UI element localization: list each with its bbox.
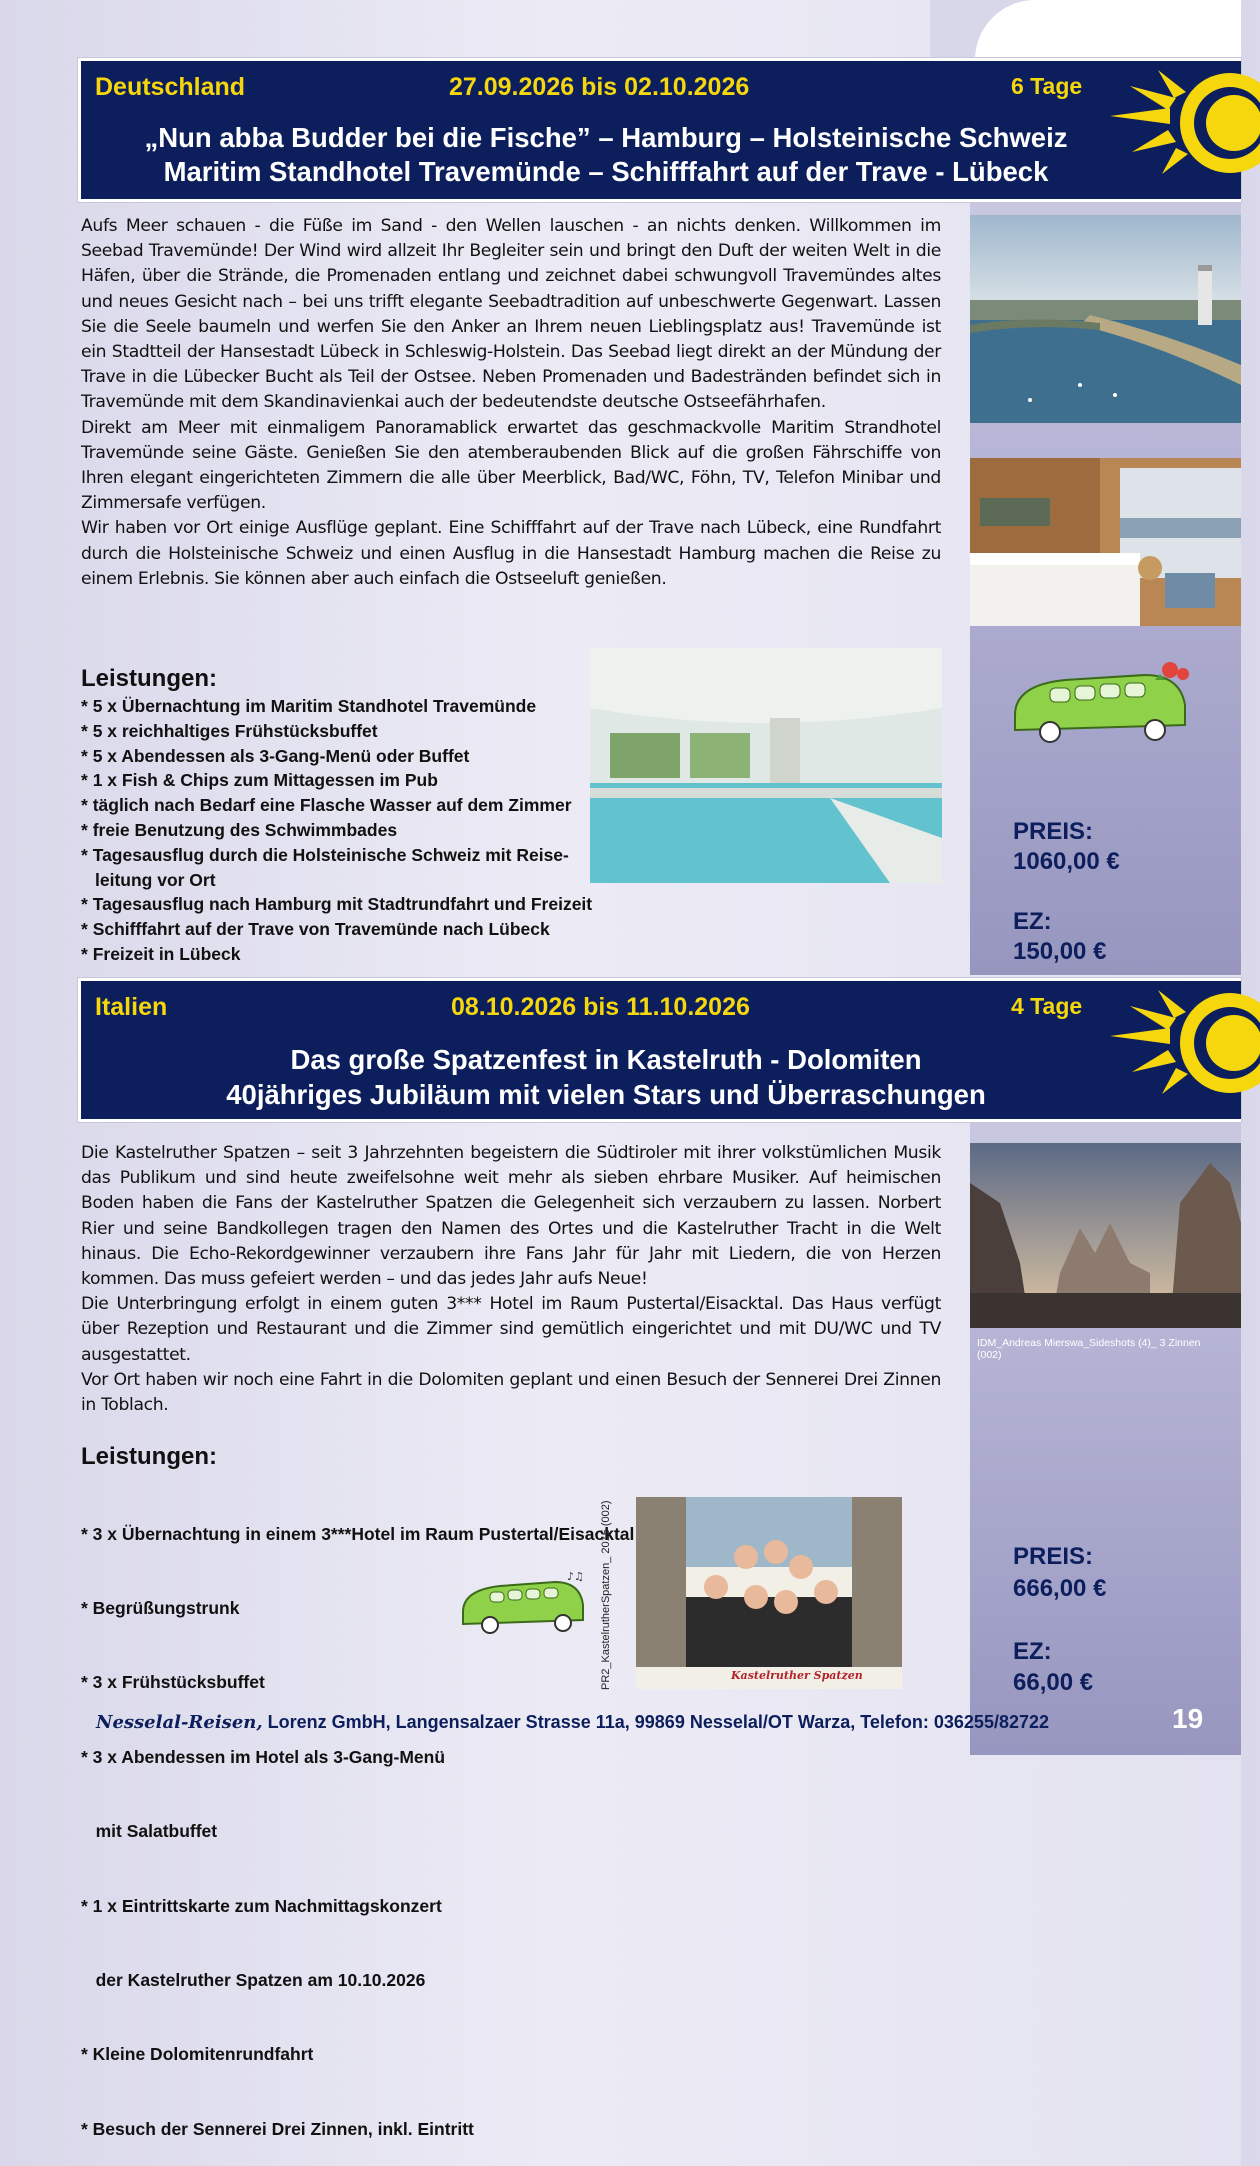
list-item [81, 843, 621, 893]
trip-2-price: 666,00 € [1013, 1575, 1107, 1602]
trip-2-description [81, 1141, 941, 1418]
list-item: * 3 x Abendessen im Hotel als 3-Gang-Menü [81, 1746, 446, 1767]
trip-1-dates: 27.09.2026 bis 02.10.2026 [449, 73, 750, 101]
trip-2-ez-label: EZ: [1013, 1638, 1052, 1665]
list-item: * 5 x Abendessen als 3-Gang-Menü oder Buffet [81, 744, 621, 769]
kastelruther-spatzen-photo [636, 1497, 902, 1689]
travemuende-harbor-photo [970, 215, 1241, 423]
list-item: * 3 x Frühstücksbuffet [81, 1672, 265, 1693]
list-item: * Begrüßungstrunk [81, 1597, 240, 1618]
list-item-text: Tagesausflug durch die Holsteinische Schweiz mit Reise- [92, 844, 569, 865]
trip-2-ez-price: 66,00 € [1013, 1669, 1094, 1696]
trip-2-leistungen-heading: Leistungen: [81, 1443, 217, 1470]
band-photo-caption: PR2_KastelrutherSpatzen_ 2015 (002) [600, 1500, 612, 1690]
trip-1-price-label: PREIS: [1013, 818, 1094, 845]
sun-icon [1110, 68, 1260, 178]
sun-icon [1110, 988, 1260, 1098]
trip-1-price: 1060,00 € [1013, 848, 1120, 875]
footer-brand: Nesselal-Reisen, [96, 1712, 263, 1733]
trip-2-description-paragraph: Vor Ort haben wir noch eine Fahrt in die Dolomiten geplant und einen Besuch der Sennerei Drei Zinnen in Toblach. [81, 1369, 941, 1416]
list-item: * Besuch der Sennerei Drei Zinnen, inkl. Eintritt [81, 2118, 474, 2139]
footer [96, 1712, 1049, 1733]
trip-2-banner [78, 978, 1241, 1122]
svg-text:♪♫: ♪♫ [567, 1570, 584, 1583]
list-item: * 1 x Eintrittskarte zum Nachmittagskonzert [81, 1895, 442, 1916]
list-item: * Kleine Dolomitenrundfahrt [81, 2044, 314, 2065]
trip-2-price-label: PREIS: [1013, 1543, 1094, 1570]
list-item: * 5 x reichhaltiges Frühstücksbuffet [81, 719, 621, 744]
list-item: * freie Benutzung des Schwimmbades [81, 818, 621, 843]
trip-2-description-paragraph: Die Unterbringung erfolgt in einem guten 3*** Hotel im Raum Pustertal/Eisacktal. Das Haus verfügt über Rezeption und Restaurant und die Zimmer sind gemütlich eingerichtet und mit DU/WC und TV ausgestattet. [81, 1294, 941, 1365]
list-item: * Freizeit in Lübeck [81, 942, 621, 967]
trip-1-days: 6 Tage [1011, 73, 1083, 99]
top-tab [975, 0, 1241, 60]
trip-1-description-paragraph: Direkt am Meer mit einmaligem Panoramablick erwartet das geschmackvolle Maritim Strandhotel Travemünde seine Gäste. Genießen Sie den atemberaubenden Blick auf die großen Fährschiffe von Ihren elegant eingerichteten Zimmern die alle über Meerblick, Bad/WC, Föhn, TV, Telefon Minibar und Zimmersafe verfügen. [81, 417, 941, 514]
list-item: mit Salatbuffet [81, 1821, 218, 1842]
page-number: 19 [1172, 1703, 1204, 1734]
trip-1-leistungen-list [81, 694, 621, 967]
trip-1-ez-price: 150,00 € [1013, 938, 1107, 965]
list-item-text: leitung vor Ort [95, 869, 216, 890]
band-logo: Kastelruther Spatzen [731, 1669, 863, 1682]
list-item: * Schifffahrt auf der Trave von Travemünde nach Lübeck [81, 917, 621, 942]
list-item: * 3 x Übernachtung in einem 3***Hotel im Raum Pustertal/Eisacktal [81, 1523, 635, 1544]
trip-2-description-paragraph: Die Kastelruther Spatzen – seit 3 Jahrzehnten begeistern die Südtiroler mit ihrer volkstümlichen Musik das Publikum und sind heute zweifelsohne weit mehr als sieben ehrbare Musiker. Auf heimischen Boden haben die Fans der Kastelruther Spatzen die Gelegenheit sich verzaubern zu lassen. Norbert Rier und seine Bandkollegen tragen den Namen des Ortes und die Kastelruther Tracht in die Welt hinaus. Die Echo-Rekordgewinner verzaubern ihre Fans Jahr für Jahr mit Liedern, die von Herzen kommen. Das muss gefeiert werden – und das jedes Jahr aufs Neue! [81, 1143, 941, 1290]
footer-address: Lorenz GmbH, Langensalzaer Strasse 11a, 99869 Nesselal/OT Warza, Telefon: 036255/82722 [262, 1712, 1050, 1732]
list-item: * 1 x Fish & Chips zum Mittagessen im Pub [81, 768, 621, 793]
indoor-pool-photo [590, 648, 942, 883]
trip-2-title-line-1: Das große Spatzenfest in Kastelruth - Dolomiten [290, 1044, 922, 1075]
bus-icon [1005, 660, 1195, 755]
list-item: * täglich nach Bedarf eine Flasche Wasser auf dem Zimmer [81, 793, 621, 818]
trip-2-days: 4 Tage [1011, 993, 1083, 1019]
bus-icon [455, 1570, 590, 1640]
trip-1-title-line-2: Maritim Standhotel Travemünde – Schifffahrt auf der Trave - Lübeck [163, 156, 1049, 187]
trip-2-title-line-2: 40jähriges Jubiläum mit vielen Stars und Überraschungen [226, 1079, 986, 1110]
trip-2-country: Italien [95, 993, 168, 1021]
hotel-room-photo [970, 458, 1241, 626]
dolomites-photo-caption: IDM_Andreas Mierswa_Sideshots (4)_ 3 Zinnen (002) [977, 1337, 1201, 1361]
dolomites-photo [970, 1143, 1241, 1328]
list-item: * Tagesausflug nach Hamburg mit Stadtrundfahrt und Freizeit [81, 892, 621, 917]
trip-1-leistungen-heading: Leistungen: [81, 665, 217, 692]
trip-1-title-line-1: „Nun abba Budder bei die Fische” – Hamburg – Holsteinische Schweiz [144, 122, 1068, 153]
trip-1-country: Deutschland [95, 73, 246, 101]
trip-2-dates: 08.10.2026 bis 11.10.2026 [451, 993, 750, 1021]
trip-1-ez-label: EZ: [1013, 908, 1052, 935]
trip-1-description [81, 214, 941, 592]
trip-1-description-paragraph: Aufs Meer schauen - die Füße im Sand - den Wellen lauschen - an nichts denken. Willkommen im Seebad Travemünde! Der Wind wird allzeit Ihr Begleiter sein und bringt den Duft der weiten Welt in die Häfen, über die Strände, die Promenaden entlang und zeichnet dabei schwungvoll Travemündes altes und neues Gesicht nach – bei uns trifft elegante Seebadtradition auf unbeschwerte Gegenwart. Lassen Sie die Seele baumeln und werfen Sie den Anker an Ihrem neuen Lieblingsplatz aus! Travemünde ist ein Stadtteil der Hansestadt Lübeck in Schleswig-Holstein. Das Seebad liegt direkt an der Mündung der Trave in die Lübecker Bucht als Teil der Ostsee. Neben Promenaden und Badestränden befindet sich in Travemünde mit dem Skandinavienkai auch der bedeutendste deutsche Ostseefährhafen. [81, 216, 941, 413]
trip-1-description-paragraph: Wir haben vor Ort einige Ausflüge geplant. Eine Schifffahrt auf der Trave nach Lübeck, eine Rundfahrt durch die Holsteinische Schweiz und einen Ausflug in die Hansestadt Hamburg machen die Reise zu einem Erlebnis. Sie können aber auch einfach die Ostseeluft genießen. [81, 518, 941, 589]
list-item: * 5 x Übernachtung im Maritim Standhotel Travemünde [81, 694, 621, 719]
trip-1-banner [78, 58, 1241, 202]
list-item: der Kastelruther Spatzen am 10.10.2026 [81, 1969, 426, 1990]
